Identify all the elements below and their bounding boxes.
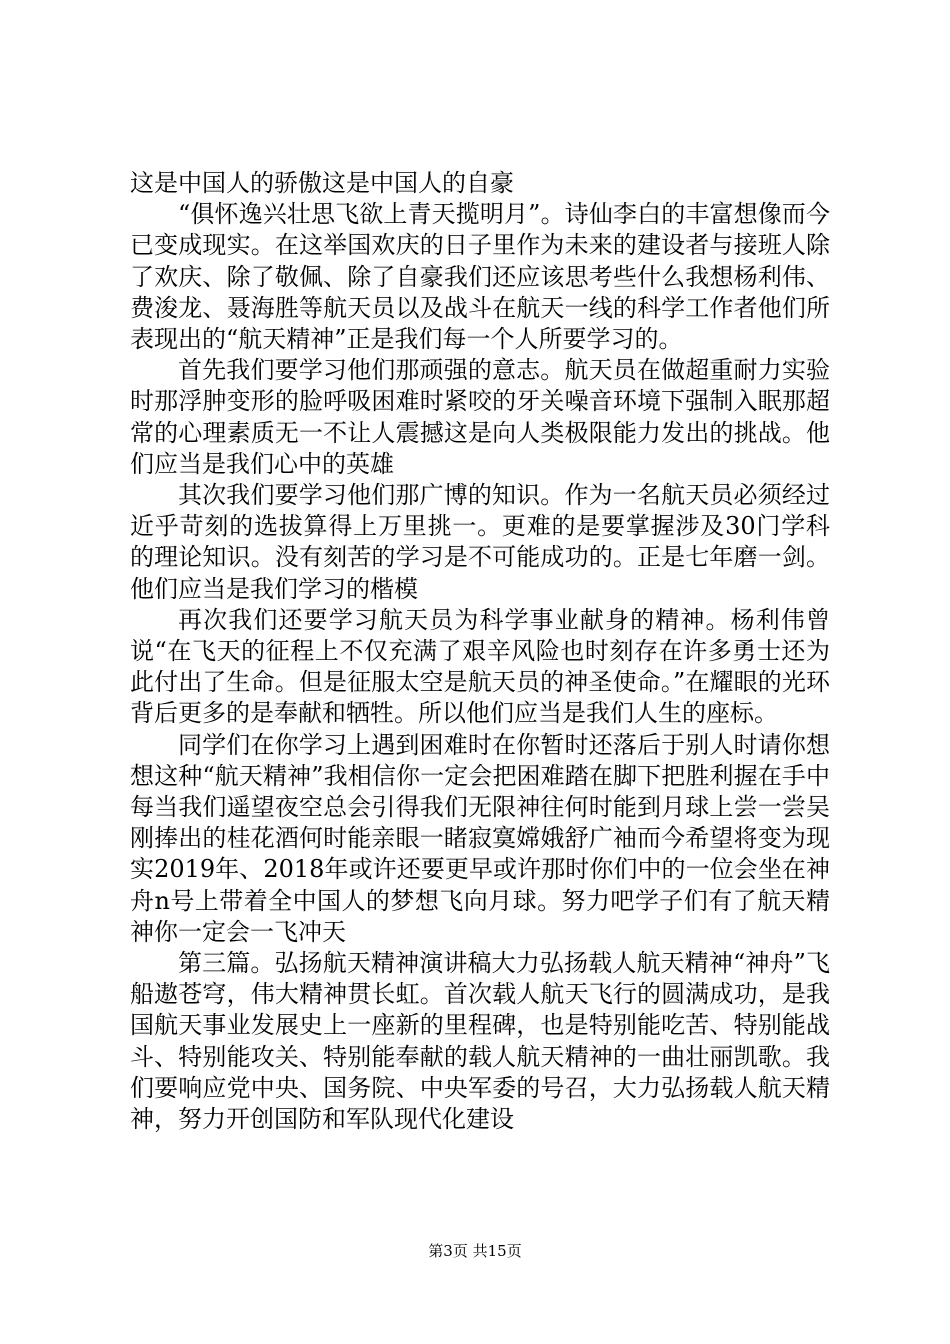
paragraph-4: 其次我们要学习他们那广博的知识。作为一名航天员必须经过近乎苛刻的选拔算得上万里挑一。更难的是要掌握涉及30门学科的理论知识。没有刻苦的学习是不可能成功的。正是七年磨一剑。他们应当是我们学习的楷模	[130, 481, 830, 603]
page-number-footer: 第3页 共15页	[428, 1242, 522, 1260]
paragraph-2: “俱怀逸兴壮思飞欲上青天揽明月”。诗仙李白的丰富想像而今已变成现实。在这举国欢庆的日子里作为未来的建设者与接班人除了欢庆、除了敬佩、除了自豪我们还应该思考些什么我想杨利伟、费浚龙、聂海胜等航天员以及战斗在航天一线的科学工作者他们所表现出的“航天精神”正是我们每一个人所要学习的。	[130, 200, 830, 354]
paragraph-7: 第三篇。弘扬航天精神演讲稿大力弘扬载人航天精神“神舟”飞船遨苍穹，伟大精神贯长虹。首次载人航天飞行的圆满成功，是我国航天事业发展史上一座新的里程碑，也是特别能吃苦、特别能战斗、特别能攻关、特别能奉献的载人航天精神的一曲壮丽凯歌。我们要响应党中央、国务院、中央军委的号召，大力弘扬载人航天精神，努力开创国防和军队现代化建设	[130, 949, 830, 1134]
paragraph-1: 这是中国人的骄傲这是中国人的自豪	[130, 169, 514, 197]
paragraph-6: 同学们在你学习上遇到困难时在你暂时还落后于别人时请你想想这种“航天精神”我相信你一定会把困难踏在脚下把胜利握在手中每当我们遥望夜空总会引得我们无限神往何时能到月球上尝一尝吴刚捧出的桂花酒何时能亲眼一睹寂寞嫦娥舒广袖而今希望将变为现实2019年、2018年或许还要更早或许那时你们中的一位会坐在神舟n号上带着全中国人的梦想飞向月球。努力吧学子们有了航天精神你一定会一飞冲天	[130, 730, 830, 946]
paragraph-5: 再次我们还要学习航天员为科学事业献身的精神。杨利伟曾说“在飞天的征程上不仅充满了艰辛风险也时刻存在许多勇士还为此付出了生命。但是征服太空是航天员的神圣使命。”在耀眼的光环背后更多的是奉献和牺牲。所以他们应当是我们人生的座标。	[130, 605, 830, 728]
paragraph-3: 首先我们要学习他们那顽强的意志。航天员在做超重耐力实验时那浮肿变形的脸呼吸困难时紧咬的牙关噪音环境下强制入眠那超常的心理素质无一不让人震撼这是向人类极限能力发出的挑战。他们应当是我们心中的英雄	[130, 356, 830, 478]
document-body	[130, 168, 830, 1135]
